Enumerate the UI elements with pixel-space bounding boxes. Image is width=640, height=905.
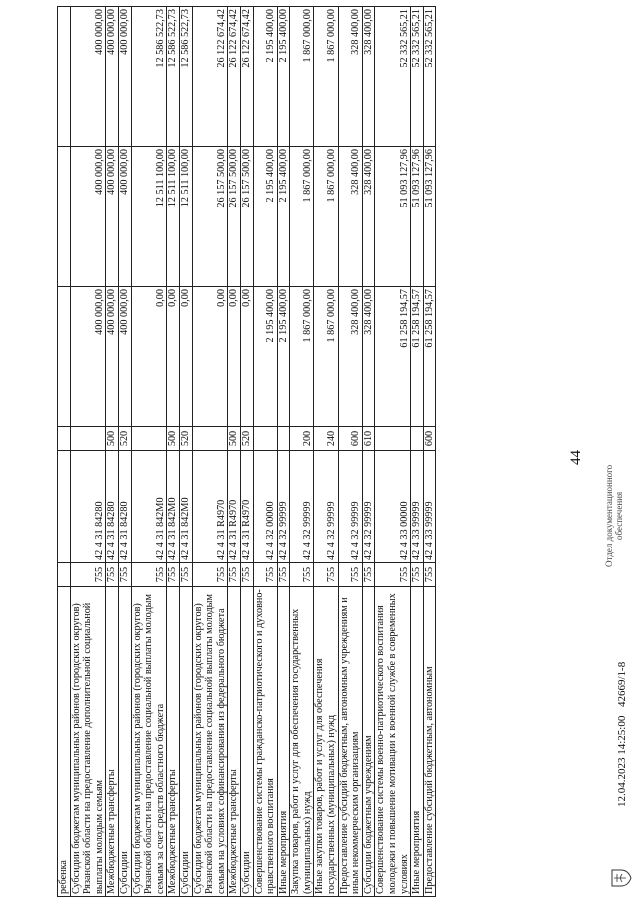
cell-admin-code: 755 <box>290 563 314 587</box>
cell-amount-3: 52 332 565,21 <box>375 7 411 147</box>
cell-amount-2: 12 511 100,00 <box>167 147 180 287</box>
cell-name: Субсидии бюджетам муниципальных районов (городских округов) Рязанской области на предоставление социальной выплаты молодым семьям на условиях софинансирования из федерального бюджета <box>192 587 228 897</box>
cell-amount-3: 400 000,00 <box>70 7 106 147</box>
cell-amount-3: 52 332 565,21 <box>423 7 436 147</box>
cell-expense-type: 520 <box>118 427 131 451</box>
table-row <box>179 7 192 897</box>
cell-expense-type <box>411 427 424 451</box>
cell-admin-code: 755 <box>192 563 228 587</box>
cell-expense-type: 520 <box>179 427 192 451</box>
budget-table-body <box>58 7 436 897</box>
cell-amount-1: 400 000,00 <box>118 287 131 427</box>
cell-amount-3: 26 122 674,42 <box>228 7 241 147</box>
cell-admin-code: 755 <box>228 563 241 587</box>
table-row <box>228 7 241 897</box>
table-row <box>118 7 131 897</box>
cell-amount-3: 328 400,00 <box>362 7 375 147</box>
cell-amount-3 <box>58 7 71 147</box>
table-row <box>240 7 253 897</box>
cell-amount-3: 2 195 400,00 <box>277 7 290 147</box>
cell-amount-1: 61 258 194,57 <box>423 287 436 427</box>
cell-amount-2: 51 093 127,96 <box>411 147 424 287</box>
cell-name: Субсидии <box>179 587 192 897</box>
cell-expense-type: 500 <box>228 427 241 451</box>
cell-amount-1: 0,00 <box>192 287 228 427</box>
cell-amount-2: 400 000,00 <box>118 147 131 287</box>
cell-amount-3: 52 332 565,21 <box>411 7 424 147</box>
cell-name: Предоставление субсидий бюджетным, автономным <box>423 587 436 897</box>
table-row <box>192 7 228 897</box>
cell-admin-code: 755 <box>240 563 253 587</box>
cell-admin-code: 755 <box>118 563 131 587</box>
cell-name: Межбюджетные трансферты <box>228 587 241 897</box>
cell-name: Совершенствование системы гражданско-патриотического и духовно-нравственного воспитания <box>253 587 277 897</box>
cell-amount-1 <box>58 287 71 427</box>
cell-amount-2: 1 867 000,00 <box>290 147 314 287</box>
cell-name: Субсидии <box>118 587 131 897</box>
cell-expense-type: 200 <box>290 427 314 451</box>
cell-admin-code: 755 <box>167 563 180 587</box>
cell-target-article: 42 4 32 99999 <box>314 451 338 563</box>
cell-amount-1: 400 000,00 <box>70 287 106 427</box>
cell-name: Субсидии бюджетным учреждениям <box>362 587 375 897</box>
cell-admin-code: 755 <box>253 563 277 587</box>
cell-name: Закупка товаров, работ и услуг для обеспечения государственных (муниципальных) нужд <box>290 587 314 897</box>
cell-amount-1: 2 195 400,00 <box>277 287 290 427</box>
cell-amount-3: 400 000,00 <box>118 7 131 147</box>
cell-amount-2: 12 511 100,00 <box>131 147 167 287</box>
cell-target-article: 42 4 32 99999 <box>277 451 290 563</box>
cell-admin-code: 755 <box>411 563 424 587</box>
cell-name: Предоставление субсидий бюджетным, автономным учреждениям и иным некоммерческим организациям <box>338 587 362 897</box>
cell-target-article: 42 4 32 99999 <box>362 451 375 563</box>
cell-amount-3: 12 586 522,73 <box>167 7 180 147</box>
cell-target-article: 42 4 31 R4970 <box>228 451 241 563</box>
cell-amount-1: 1 867 000,00 <box>290 287 314 427</box>
table-row <box>314 7 338 897</box>
cell-name: Иные мероприятия <box>411 587 424 897</box>
cell-amount-2: 328 400,00 <box>338 147 362 287</box>
cell-target-article: 42 4 32 99999 <box>290 451 314 563</box>
budget-table <box>57 6 436 897</box>
cell-amount-1: 0,00 <box>228 287 241 427</box>
cell-target-article: 42 4 31 84280 <box>106 451 119 563</box>
table-row <box>58 7 71 897</box>
footer <box>602 7 638 897</box>
cell-expense-type: 520 <box>240 427 253 451</box>
footer-department-line1: Отдел документационного <box>604 464 614 567</box>
cell-amount-3: 26 122 674,42 <box>192 7 228 147</box>
cell-amount-2: 26 157 500,00 <box>192 147 228 287</box>
cell-expense-type: 240 <box>314 427 338 451</box>
table-row <box>362 7 375 897</box>
cell-target-article: 42 4 33 00000 <box>375 451 411 563</box>
cell-amount-3: 328 400,00 <box>338 7 362 147</box>
cell-name: Межбюджетные трансферты <box>167 587 180 897</box>
cell-expense-type: 500 <box>106 427 119 451</box>
cell-admin-code: 755 <box>375 563 411 587</box>
cell-amount-2: 2 195 400,00 <box>277 147 290 287</box>
cell-amount-2: 2 195 400,00 <box>253 147 277 287</box>
page-number: 44 <box>568 450 584 465</box>
cell-name: Субсидии бюджетам муниципальных районов (городских округов) Рязанской области на предоставление социальной выплаты молодым семьям за счет средств областного бюджета <box>131 587 167 897</box>
table-row <box>277 7 290 897</box>
cell-name: Иные закупки товаров, работ и услуг для обеспечения государственных (муниципальных) нужд <box>314 587 338 897</box>
cell-target-article: 42 4 33 99999 <box>423 451 436 563</box>
cell-amount-1: 61 258 194,57 <box>411 287 424 427</box>
cell-amount-2: 26 157 500,00 <box>240 147 253 287</box>
cell-amount-2: 51 093 127,96 <box>375 147 411 287</box>
cell-admin-code: 755 <box>106 563 119 587</box>
footer-doc-id: 42669/1-8 <box>616 661 628 707</box>
cell-name: Субсидии <box>240 587 253 897</box>
table-row <box>338 7 362 897</box>
cell-amount-2: 1 867 000,00 <box>314 147 338 287</box>
table-row <box>131 7 167 897</box>
cell-amount-3: 1 867 000,00 <box>290 7 314 147</box>
cell-target-article: 42 4 31 R4970 <box>240 451 253 563</box>
cell-name: Совершенствование системы военно-патриотического воспитания молодежи и повышение мотивации к военной службе в современных условиях <box>375 587 411 897</box>
cell-amount-2: 12 511 100,00 <box>179 147 192 287</box>
cell-target-article: 42 4 31 842М0 <box>131 451 167 563</box>
cell-expense-type <box>131 427 167 451</box>
cell-amount-1: 1 867 000,00 <box>314 287 338 427</box>
cell-target-article: 42 4 31 84280 <box>118 451 131 563</box>
cell-amount-2: 51 093 127,96 <box>423 147 436 287</box>
table-row <box>290 7 314 897</box>
cell-amount-3: 2 195 400,00 <box>253 7 277 147</box>
cell-expense-type <box>70 427 106 451</box>
cell-admin-code: 755 <box>362 563 375 587</box>
table-row <box>167 7 180 897</box>
cell-amount-1: 0,00 <box>240 287 253 427</box>
cell-admin-code: 755 <box>314 563 338 587</box>
cell-amount-1: 0,00 <box>167 287 180 427</box>
cell-amount-1: 400 000,00 <box>106 287 119 427</box>
cell-expense-type <box>58 427 71 451</box>
cell-amount-1: 0,00 <box>131 287 167 427</box>
cell-target-article <box>58 451 71 563</box>
table-row <box>375 7 411 897</box>
table-row <box>70 7 106 897</box>
cell-admin-code: 755 <box>338 563 362 587</box>
table-row <box>106 7 119 897</box>
cell-name: Субсидии бюджетам муниципальных районов (городских округов) Рязанской области на предоставление дополнительной социальной выплаты молодым семьям <box>70 587 106 897</box>
cell-amount-3: 12 586 522,73 <box>131 7 167 147</box>
cell-expense-type: 500 <box>167 427 180 451</box>
table-row <box>411 7 424 897</box>
cell-amount-1: 328 400,00 <box>362 287 375 427</box>
cell-amount-2: 328 400,00 <box>362 147 375 287</box>
cell-admin-code <box>58 563 71 587</box>
cell-target-article: 42 4 31 842М0 <box>167 451 180 563</box>
cell-amount-2: 26 157 500,00 <box>228 147 241 287</box>
cell-name: ребенка <box>58 587 71 897</box>
cell-expense-type <box>192 427 228 451</box>
cell-admin-code: 755 <box>423 563 436 587</box>
cell-expense-type: 610 <box>362 427 375 451</box>
cell-target-article: 42 4 33 99999 <box>411 451 424 563</box>
cell-amount-3: 12 586 522,73 <box>179 7 192 147</box>
cell-target-article: 42 4 31 842М0 <box>179 451 192 563</box>
cell-admin-code: 755 <box>277 563 290 587</box>
table-row <box>423 7 436 897</box>
cell-admin-code: 755 <box>131 563 167 587</box>
cell-amount-3: 26 122 674,42 <box>240 7 253 147</box>
footer-department-line2: обеспечения <box>614 491 624 540</box>
cell-amount-2 <box>58 147 71 287</box>
cell-expense-type <box>277 427 290 451</box>
cell-expense-type <box>253 427 277 451</box>
cell-expense-type <box>375 427 411 451</box>
footer-timestamp: 12.04.2023 14:25:00 <box>616 715 628 807</box>
cell-target-article: 42 4 31 84280 <box>70 451 106 563</box>
cell-amount-1: 61 258 194,57 <box>375 287 411 427</box>
cell-expense-type: 600 <box>423 427 436 451</box>
cell-amount-3: 400 000,00 <box>106 7 119 147</box>
cell-expense-type: 600 <box>338 427 362 451</box>
cell-amount-2: 400 000,00 <box>106 147 119 287</box>
cell-admin-code: 755 <box>70 563 106 587</box>
cell-amount-1: 0,00 <box>179 287 192 427</box>
cell-target-article: 42 4 31 R4970 <box>192 451 228 563</box>
cell-name: Иные мероприятия <box>277 587 290 897</box>
cell-name: Межбюджетные трансферты <box>106 587 119 897</box>
coat-of-arms-icon <box>608 867 632 889</box>
cell-amount-2: 400 000,00 <box>70 147 106 287</box>
cell-target-article: 42 4 32 00000 <box>253 451 277 563</box>
cell-amount-3: 1 867 000,00 <box>314 7 338 147</box>
cell-admin-code: 755 <box>179 563 192 587</box>
footer-department <box>604 465 624 567</box>
cell-amount-1: 2 195 400,00 <box>253 287 277 427</box>
cell-amount-1: 328 400,00 <box>338 287 362 427</box>
table-row <box>253 7 277 897</box>
cell-target-article: 42 4 32 99999 <box>338 451 362 563</box>
